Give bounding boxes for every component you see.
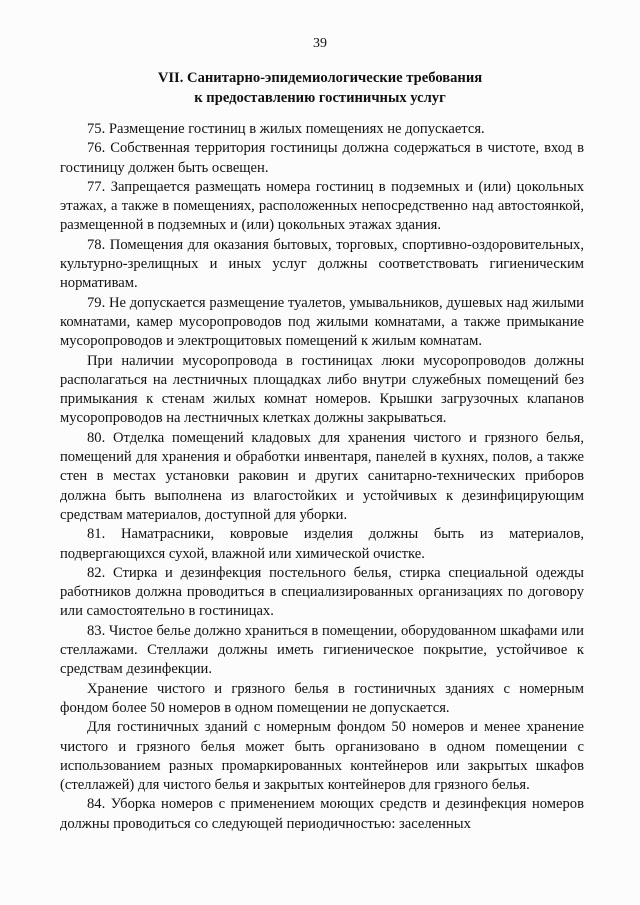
paragraph-80: 80. Отделка помещений кладовых для хранения чистого и грязного белья, помещений для хранения и обработки инвентаря, панелей в кухнях, полов, а также стен в местах установки раковин и других санитарно-технических приборов должна быть выполнена из влагостойких и устойчивых к дезинфицирующим средствам материалов, доступной для уборки. <box>60 429 584 523</box>
paragraph-79-continued: При наличии мусоропровода в гостиницах люки мусоропроводов должны располагаться на лестничных площадках либо внутри служебных помещений без примыкания к стенам жилых комнат номеров. Крышки загрузочных клапанов мусоропроводов на лестничных клетках должны закрываться. <box>60 352 584 427</box>
section-title-line-2: к предоставлению гостиничных услуг <box>194 90 446 106</box>
paragraph-81: 81. Наматрасники, ковровые изделия должны быть из материалов, подвергающихся сухой, влажной или химической очистке. <box>60 526 584 562</box>
paragraph-83-small-hotels: Для гостиничных зданий с номерным фондом 50 номеров и менее хранение чистого и грязного белья может быть организовано в одном помещении с использованием разных промаркированных контейнеров или закрытых шкафов (стеллажей) для чистого белья и закрытых контейнеров для грязного белья. <box>60 719 584 794</box>
paragraph-76: 76. Собственная территория гостиницы должна содержаться в чистоте, вход в гостиницу должен быть освещен. <box>60 140 584 176</box>
body-text <box>60 120 584 834</box>
section-title-line-1: VII. Санитарно-эпидемиологические требования <box>157 70 483 86</box>
paragraph-84: 84. Уборка номеров с применением моющих средств и дезинфекция номеров должны проводиться со следующей периодичностью: заселенных <box>60 796 584 832</box>
section-heading <box>0 68 640 108</box>
paragraph-83: 83. Чистое белье должно храниться в помещении, оборудованном шкафами или стеллажами. Стеллажи должны иметь гигиеническое покрытие, устойчивое к средствам дезинфекции. <box>60 622 584 678</box>
paragraph-77: 77. Запрещается размещать номера гостиниц в подземных и (или) цокольных этажах, а также в помещениях, расположенных непосредственно над автостоянкой, размещенной в подземных и (или) цокольных этажах здания. <box>60 178 584 234</box>
paragraph-83-storage: Хранение чистого и грязного белья в гостиничных зданиях с номерным фондом более 50 номеров в одном помещении не допускается. <box>60 680 584 716</box>
page-number: 39 <box>313 36 327 51</box>
paragraph-78: 78. Помещения для оказания бытовых, торговых, спортивно-оздоровительных, культурно-зрелищных и иных услуг должны соответствовать гигиеническим нормативам. <box>60 236 584 292</box>
paragraph-82: 82. Стирка и дезинфекция постельного белья, стирка специальной одежды работников должна проводиться в специализированных организациях по договору или самостоятельно в гостиницах. <box>60 564 584 620</box>
paragraph-75: 75. Размещение гостиниц в жилых помещениях не допускается. <box>87 121 485 137</box>
paragraph-79: 79. Не допускается размещение туалетов, умывальников, душевых над жилыми комнатами, камер мусоропроводов под жилыми комнатами, а также примыкание мусоропроводов и электрощитовых помещений к жилым комнатам. <box>60 294 584 350</box>
